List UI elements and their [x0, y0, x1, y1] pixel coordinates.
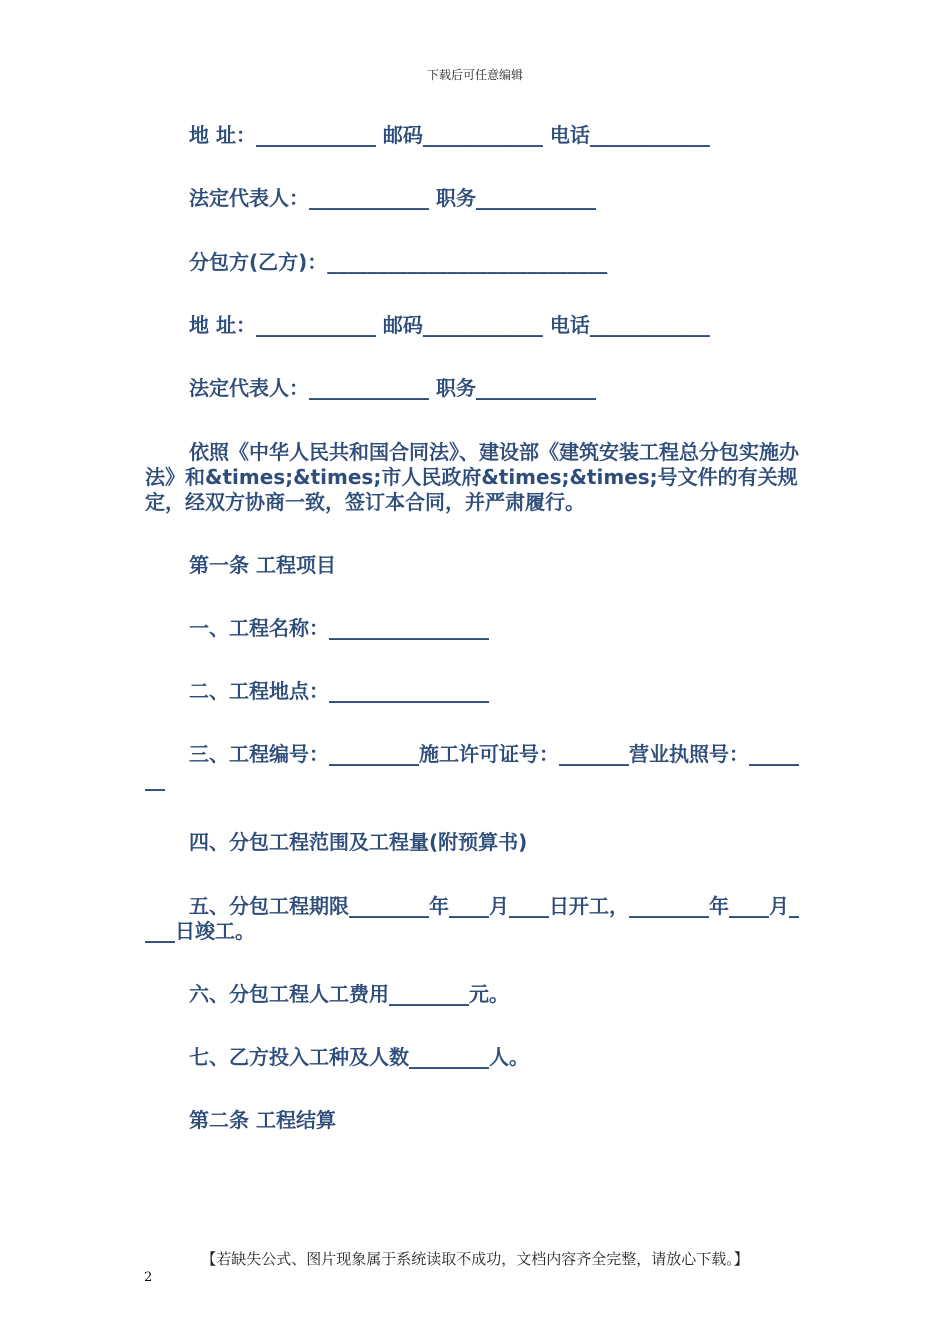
header-note: 下载后可任意编辑: [426, 68, 523, 82]
party-a-legal-rep-line: 法定代表人：____________ 职务____________: [189, 186, 596, 210]
article-two-heading: 第二条 工程结算: [189, 1108, 336, 1132]
workforce-line: 七、乙方投入工种及人数________人。: [189, 1045, 529, 1069]
party-b-name-line: 分包方(乙方)：____________________________: [189, 250, 608, 274]
project-name-line: 一、工程名称：________________: [189, 616, 489, 640]
page-number: 2: [144, 1270, 153, 1285]
project-location-line: 二、工程地点：________________: [189, 679, 489, 703]
preamble-paragraph: 依照《中华人民共和国合同法》、建设部《建筑安装工程总分包实施办法》和&times;&times;市人民政府&times;&times;号文件的有关规定，经双方协商一致，签订本合同，并严肃履行。: [145, 440, 799, 514]
footer-note: 【若缺失公式、图片现象属于系统读取不成功，文档内容齐全完整，请放心下载。】: [201, 1250, 749, 1268]
scope-line: 四、分包工程范围及工程量(附预算书): [189, 830, 528, 854]
article-one-heading: 第一条 工程项目: [189, 553, 336, 577]
period-line: 五、分包工程期限________年____月____日开工，________年____月____日竣工。: [145, 894, 799, 943]
party-b-address-line: 地 址：____________ 邮码____________ 电话____________: [189, 313, 710, 337]
project-number-line: 三、工程编号：_________施工许可证号：_______营业执照号：_______: [145, 742, 799, 791]
party-b-legal-rep-line: 法定代表人：____________ 职务____________: [189, 376, 596, 400]
labor-cost-line: 六、分包工程人工费用________元。: [189, 982, 509, 1006]
party-a-address-line: 地 址：____________ 邮码____________ 电话____________: [189, 123, 710, 147]
